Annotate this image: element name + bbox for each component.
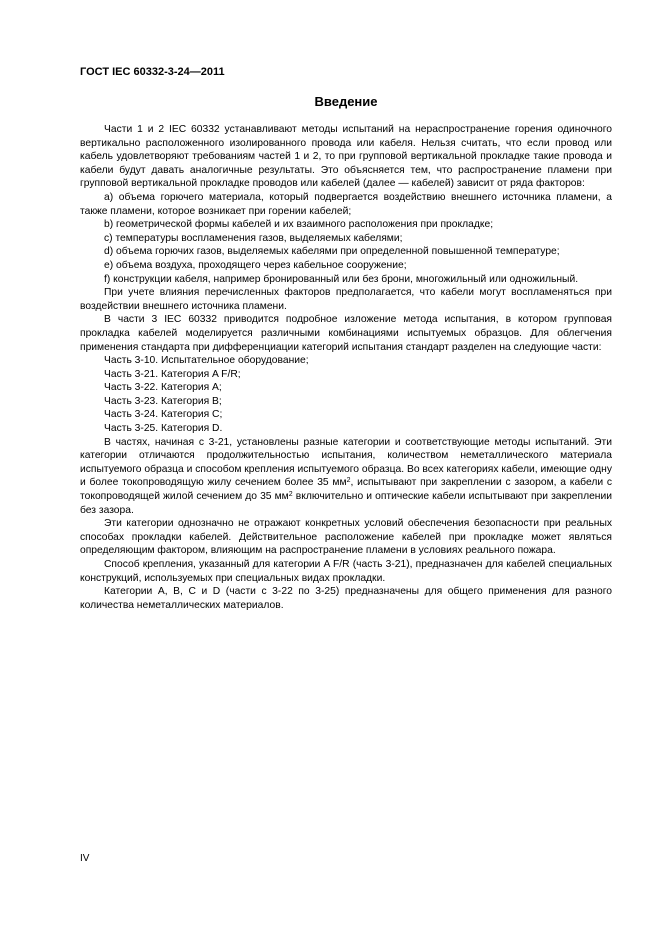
part-list-item: Часть 3-22. Категория A; <box>104 382 222 394</box>
intro-paragraph: Части 1 и 2 IEC 60332 устанавливают методы испытаний на нераспространение горения одиночного вертикально расположенного изолированного провода или кабеля. Нельзя считать, что если провод или кабель удовлетворяют требованиям частей 1 и 2, то при групповой вертикальной прокладке такие провода и кабели будут давать аналогичные результаты. Это объясняется тем, что распространение пламени при групповой вертикальной прокладке проводов или кабелей (далее — кабелей) зависит от ряда факторов: <box>80 124 612 190</box>
list-item-d: d) объема горючих газов, выделяемых кабелями при определенной повышенной температуре; <box>104 246 560 258</box>
categories-paragraph <box>80 436 612 518</box>
list-item-c: c) температуры воспламенения газов, выделяемых кабелями; <box>104 232 403 244</box>
part-list-item: Часть 3-24. Категория C; <box>104 409 223 421</box>
list-item-f: f) конструкции кабеля, например бронированный или без брони, многожильный или одножильный. <box>104 273 579 285</box>
mounting-paragraph: Способ крепления, указанный для категории A F/R (часть 3-21), предназначен для кабелей специальных конструкций, используемых при специальных видах прокладки. <box>80 559 612 584</box>
list-item-a: a) объема горючего материала, который подвергается воздействию внешнего источника пламени, а также пламени, которое возникает при горении кабелей; <box>80 191 612 217</box>
safety-paragraph: Эти категории однозначно не отражают конкретных условий обеспечения безопасности при реальных способах прокладки кабелей. Действительное расположение кабелей при прокладке может являться определяющим фактором, влияющим на распространение пламени в условиях реального пожара. <box>80 518 612 557</box>
part3-paragraph: В части 3 IEC 60332 приводится подробное изложение метода испытания, в котором групповая прокладка кабелей моделируется различными комбинациями испытуемых образцов. Для облегчения применения стандарта при дифференциации категорий испытания стандарт разделен на следующие части: <box>80 314 612 353</box>
list-item-b: b) геометрической формы кабелей и их взаимного расположения при прокладке; <box>104 219 494 231</box>
document-header: ГОСТ IEC 60332-3-24—2011 <box>80 66 225 78</box>
body-text <box>80 123 612 612</box>
superscript: 2 <box>346 477 351 485</box>
list-item-e: e) объема воздуха, проходящего через кабельное сооружение; <box>104 259 407 271</box>
categories-text-1: В частях, начиная с 3-21, установлены разные категории и соответствующие методы испытаний. Эти категории отличаются продолжительностью испытания, количеством неметаллического материала испытуемого образца и способом крепления испытуемого образца. Во всех категориях кабели, имеющие одну и более токопроводящую жилу сечением более 35 мм <box>80 436 612 489</box>
section-title: Введение <box>314 94 378 109</box>
part-list-item: Часть 3-25. Категория D. <box>104 423 223 435</box>
factors-paragraph: При учете влияния перечисленных факторов предполагается, что кабели могут воспламеняться при воздействии внешнего источника пламени. <box>80 287 612 312</box>
part-list-item: Часть 3-10. Испытательное оборудование; <box>104 355 309 367</box>
superscript: 2 <box>288 491 293 499</box>
part-list-item: Часть 3-23. Категория B; <box>104 395 222 407</box>
page-number: IV <box>80 853 90 864</box>
categories-text-3: включительно и оптические кабели испытывают при закреплении без зазора. <box>80 491 612 516</box>
general-use-paragraph: Категории A, B, C и D (части с 3-22 по 3-25) предназначены для общего применения для разного количества неметаллических материалов. <box>80 586 612 611</box>
categories-text-2: , испытывают при закреплении с зазором, а кабели с токопроводящей жилой сечением до 35 мм <box>80 477 612 503</box>
part-list-item: Часть 3-21. Категория A F/R; <box>104 368 241 380</box>
